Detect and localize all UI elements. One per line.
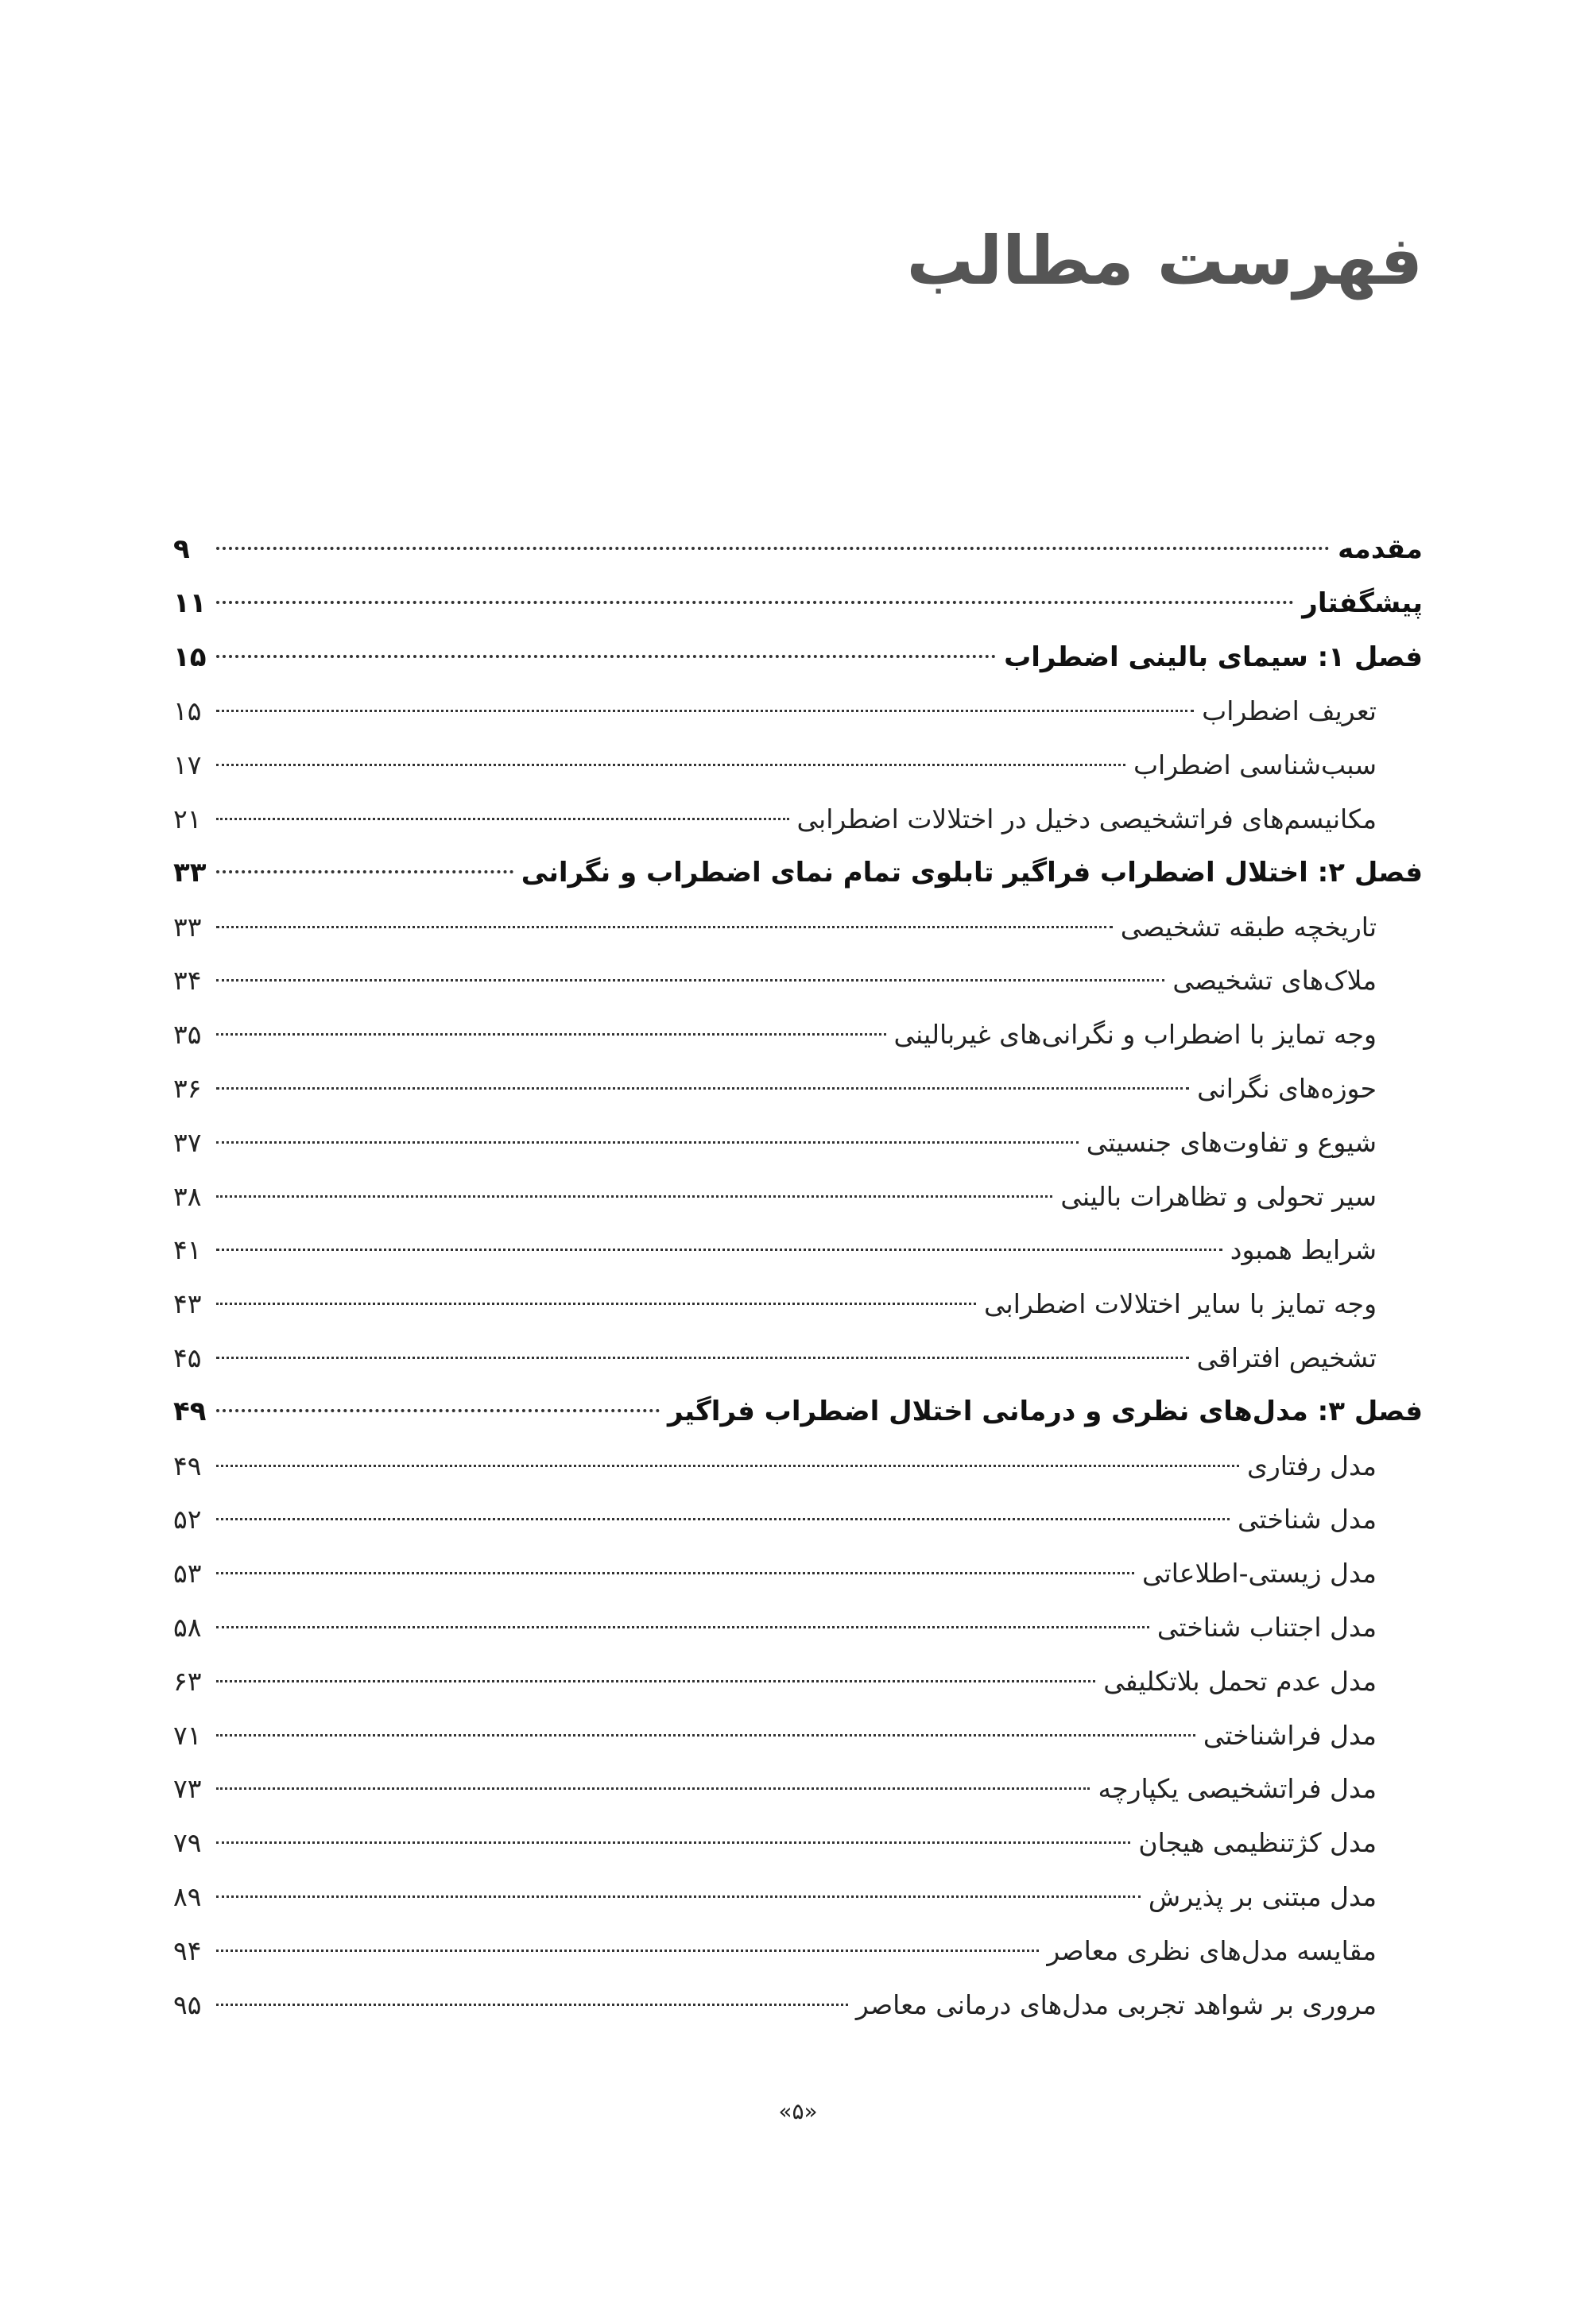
toc-section-entry <box>173 1439 1423 1493</box>
toc-dot-leader <box>216 1357 1189 1359</box>
toc-entry-page-number: ۷۹ <box>173 1827 202 1859</box>
toc-entry-title: وجه تمایز با سایر اختلالات اضطرابی <box>984 1288 1377 1320</box>
toc-dot-leader <box>216 1895 1141 1898</box>
toc-entry-title: سیر تحولی و تظاهرات بالینی <box>1060 1180 1377 1212</box>
toc-section-entry <box>173 738 1423 792</box>
toc-dot-leader <box>216 547 1330 550</box>
toc-dot-leader <box>216 1572 1134 1574</box>
toc-entry-page-number: ۵۲ <box>173 1504 202 1535</box>
toc-dot-leader <box>216 655 996 658</box>
toc-entry-page-number: ۹۵ <box>173 1988 202 2020</box>
toc-entry-title: فصل ۱: سیمای بالینی اضطراب <box>1004 641 1423 673</box>
toc-dot-leader <box>216 1033 886 1036</box>
toc-section-entry <box>173 1547 1423 1601</box>
toc-entry-page-number: ۵۸ <box>173 1611 202 1643</box>
toc-dot-leader <box>216 1518 1230 1520</box>
toc-dot-leader <box>216 710 1194 712</box>
toc-entry-title: تشخیص افتراقی <box>1196 1342 1377 1373</box>
toc-dot-leader <box>216 1409 660 1412</box>
page-number: «۵» <box>778 2098 818 2124</box>
toc-entry-page-number: ۱۷ <box>173 749 202 781</box>
toc-entry-page-number: ۱۵ <box>173 641 207 673</box>
table-of-contents <box>173 523 1423 2031</box>
toc-entry-page-number: ۹۴ <box>173 1934 202 1966</box>
toc-dot-leader <box>216 1841 1130 1844</box>
toc-entry-page-number: ۳۶ <box>173 1072 202 1104</box>
toc-dot-leader <box>216 764 1125 766</box>
toc-entry-title: مدل اجتناب شناختی <box>1156 1611 1377 1643</box>
toc-dot-leader <box>216 601 1294 604</box>
toc-entry-page-number: ۳۳ <box>173 911 202 943</box>
toc-dot-leader <box>216 870 513 873</box>
toc-entry-page-number: ۳۸ <box>173 1180 202 1212</box>
toc-entry-page-number: ۴۹ <box>173 1450 202 1481</box>
toc-section-entry <box>173 1116 1423 1170</box>
toc-chapter-entry <box>173 1385 1423 1439</box>
toc-dot-leader <box>216 1465 1239 1467</box>
toc-entry-title: حوزه‌های نگرانی <box>1197 1072 1377 1104</box>
toc-section-entry <box>173 1709 1423 1763</box>
toc-dot-leader <box>216 2004 848 2006</box>
toc-entry-title: پیشگفتار <box>1302 587 1423 619</box>
toc-dot-leader <box>216 1087 1189 1090</box>
toc-entry-title: مروری بر شواهد تجربی مدل‌های درمانی معاصر <box>855 1988 1377 2020</box>
toc-chapter-entry <box>173 846 1423 900</box>
toc-dot-leader <box>216 1141 1079 1144</box>
toc-entry-title: شرایط همبود <box>1230 1234 1377 1266</box>
toc-entry-title: مدل زیستی-اطلاعاتی <box>1142 1558 1377 1589</box>
toc-entry-title: فصل ۳: مدل‌های نظری و درمانی اختلال اضطراب فراگیر <box>667 1395 1423 1427</box>
toc-entry-page-number: ۱۵ <box>173 695 202 727</box>
toc-entry-title: فصل ۲: اختلال اضطراب فراگیر تابلوی تمام نمای اضطراب و نگرانی <box>521 856 1423 889</box>
toc-section-entry <box>173 1331 1423 1385</box>
toc-entry-title: مدل عدم تحمل بلاتکلیفی <box>1103 1665 1377 1697</box>
toc-dot-leader <box>216 1734 1195 1737</box>
toc-section-entry <box>173 1978 1423 2032</box>
toc-entry-title: مقایسه مدل‌های نظری معاصر <box>1047 1934 1377 1966</box>
toc-entry-page-number: ۴۳ <box>173 1288 202 1320</box>
toc-section-entry <box>173 1762 1423 1816</box>
toc-section-entry <box>173 1170 1423 1224</box>
toc-section-entry <box>173 1062 1423 1116</box>
toc-section-entry <box>173 1870 1423 1924</box>
toc-section-entry <box>173 1655 1423 1709</box>
toc-entry-page-number: ۳۴ <box>173 965 202 997</box>
toc-dot-leader <box>216 818 789 820</box>
toc-entry-page-number: ۴۱ <box>173 1234 202 1266</box>
toc-entry-title: ملاک‌های تشخیصی <box>1172 965 1377 997</box>
toc-entry-page-number: ۹ <box>173 533 190 565</box>
toc-entry-page-number: ۲۱ <box>173 803 202 834</box>
toc-dot-leader <box>216 1195 1052 1198</box>
toc-entry-title: تاریخچه طبقه تشخیصی <box>1120 911 1377 943</box>
toc-section-entry <box>173 1223 1423 1277</box>
toc-section-entry <box>173 792 1423 846</box>
toc-entry-page-number: ۷۱ <box>173 1719 202 1751</box>
toc-section-entry <box>173 1924 1423 1978</box>
toc-entry-page-number: ۷۳ <box>173 1773 202 1805</box>
toc-section-entry <box>173 1493 1423 1547</box>
toc-entry-title: مدل فراتشخیصی یکپارچه <box>1098 1773 1377 1805</box>
toc-entry-title: مدل رفتاری <box>1247 1450 1377 1481</box>
toc-entry-page-number: ۱۱ <box>173 587 207 619</box>
toc-dot-leader <box>216 979 1164 982</box>
toc-entry-page-number: ۳۷ <box>173 1126 202 1158</box>
toc-entry-title: مدل کژتنظیمی هیجان <box>1138 1827 1377 1859</box>
toc-entry-title: شیوع و تفاوت‌های جنسیتی <box>1086 1126 1377 1158</box>
toc-entry-title: وجه تمایز با اضطراب و نگرانی‌های غیربالینی <box>893 1019 1377 1051</box>
toc-section-entry <box>173 954 1423 1008</box>
toc-dot-leader <box>216 1680 1095 1682</box>
toc-entry-page-number: ۶۳ <box>173 1665 202 1697</box>
toc-section-entry <box>173 1277 1423 1331</box>
toc-dot-leader <box>216 1303 976 1305</box>
toc-section-entry <box>173 684 1423 738</box>
toc-entry-title: مدل مبتنی بر پذیرش <box>1148 1880 1377 1912</box>
toc-section-entry <box>173 1601 1423 1655</box>
toc-dot-leader <box>216 1249 1222 1251</box>
toc-entry-title: سبب‌شناسی اضطراب <box>1133 749 1377 781</box>
toc-entry-title: مقدمه <box>1338 533 1423 565</box>
toc-chapter-entry <box>173 523 1423 577</box>
toc-section-entry <box>173 1008 1423 1062</box>
toc-entry-page-number: ۸۹ <box>173 1880 202 1912</box>
toc-entry-page-number: ۳۵ <box>173 1019 202 1051</box>
toc-section-entry <box>173 1816 1423 1870</box>
toc-entry-title: مدل فراشناختی <box>1203 1719 1377 1751</box>
toc-dot-leader <box>216 926 1113 928</box>
toc-dot-leader <box>216 1626 1149 1628</box>
toc-dot-leader <box>216 1787 1090 1790</box>
toc-entry-page-number: ۴۵ <box>173 1342 202 1373</box>
toc-entry-title: تعریف اضطراب <box>1202 695 1377 727</box>
page-title: فهرست مطالب <box>906 222 1423 300</box>
toc-dot-leader <box>216 1950 1039 1952</box>
toc-entry-title: مکانیسم‌های فراتشخیصی دخیل در اختلالات اضطرابی <box>796 803 1377 834</box>
toc-chapter-entry <box>173 631 1423 685</box>
toc-entry-page-number: ۳۳ <box>173 856 207 889</box>
toc-chapter-entry <box>173 577 1423 631</box>
toc-entry-title: مدل شناختی <box>1238 1504 1377 1535</box>
toc-entry-page-number: ۴۹ <box>173 1395 207 1427</box>
toc-section-entry <box>173 900 1423 954</box>
toc-entry-page-number: ۵۳ <box>173 1558 202 1589</box>
